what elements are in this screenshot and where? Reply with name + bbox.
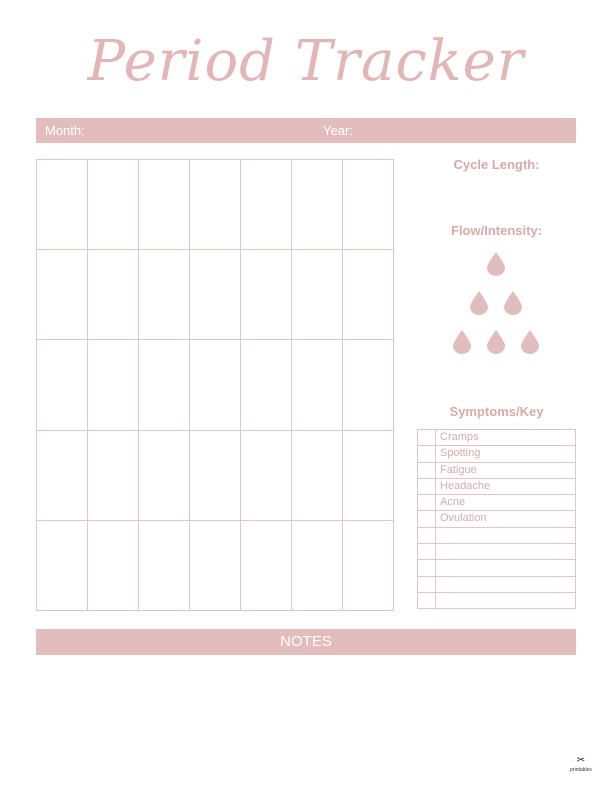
symptom-label (436, 577, 576, 593)
calendar-cell[interactable] (292, 340, 343, 430)
calendar-cell[interactable] (343, 250, 394, 340)
calendar-cell[interactable] (241, 431, 292, 521)
calendar-cell[interactable] (241, 250, 292, 340)
calendar-cell[interactable] (190, 521, 241, 611)
symptom-color-box[interactable] (418, 511, 436, 527)
symptom-row (418, 463, 576, 479)
brand-logo (566, 755, 596, 777)
symptom-color-box[interactable] (418, 495, 436, 511)
calendar-cell[interactable] (37, 340, 88, 430)
symptom-color-box[interactable] (418, 430, 436, 446)
droplet-icon (470, 291, 488, 315)
symptom-row (418, 511, 576, 527)
flow-intensity-label: Flow/Intensity: (451, 223, 542, 238)
symptom-row (418, 446, 576, 462)
symptom-row (418, 495, 576, 511)
symptom-row (418, 430, 576, 446)
calendar-cell[interactable] (292, 160, 343, 250)
symptom-label (436, 544, 576, 560)
symptom-color-box[interactable] (418, 560, 436, 576)
calendar-cell[interactable] (190, 160, 241, 250)
symptom-color-box[interactable] (418, 479, 436, 495)
calendar-cell[interactable] (139, 521, 190, 611)
calendar-cell[interactable] (292, 521, 343, 611)
calendar-cell[interactable] (343, 521, 394, 611)
calendar-cell[interactable] (37, 431, 88, 521)
page-title: Period Tracker (87, 29, 525, 94)
calendar-cell[interactable] (139, 250, 190, 340)
month-label: Month: (45, 123, 85, 138)
calendar-cell[interactable] (139, 160, 190, 250)
droplet-icon (453, 330, 471, 354)
symptom-color-box[interactable] (418, 528, 436, 544)
month-year-bar (36, 118, 576, 143)
symptom-label (436, 593, 576, 609)
calendar-cell[interactable] (292, 250, 343, 340)
droplet-icon (521, 330, 539, 354)
symptom-label (436, 560, 576, 576)
cycle-length-label: Cycle Length: (453, 157, 540, 172)
symptom-label: Fatigue (436, 463, 576, 479)
calendar-cell[interactable] (190, 340, 241, 430)
droplet-icon (487, 330, 505, 354)
symptom-row (418, 593, 576, 609)
calendar-cell[interactable] (37, 521, 88, 611)
notes-bar: NOTES (36, 629, 576, 655)
calendar-cell[interactable] (190, 250, 241, 340)
calendar-cell[interactable] (88, 340, 139, 430)
calendar-cell[interactable] (139, 340, 190, 430)
logo-icon: ✂ (576, 755, 586, 766)
calendar-cell[interactable] (241, 521, 292, 611)
symptom-color-box[interactable] (418, 463, 436, 479)
droplet-icon (487, 252, 505, 276)
symptom-row (418, 528, 576, 544)
symptom-row (418, 544, 576, 560)
year-label: Year: (323, 123, 353, 138)
symptom-color-box[interactable] (418, 544, 436, 560)
symptom-row (418, 577, 576, 593)
symptoms-key-table (417, 429, 576, 609)
calendar-cell[interactable] (241, 160, 292, 250)
calendar-cell[interactable] (139, 431, 190, 521)
calendar-cell[interactable] (241, 340, 292, 430)
symptom-label: Acne (436, 495, 576, 511)
calendar-cell[interactable] (343, 340, 394, 430)
droplet-icon (504, 291, 522, 315)
calendar-cell[interactable] (88, 521, 139, 611)
logo-text: printables (570, 767, 592, 773)
symptom-row (418, 560, 576, 576)
symptom-label (436, 528, 576, 544)
symptoms-key-label: Symptoms/Key (449, 404, 544, 419)
symptom-label: Headache (436, 479, 576, 495)
calendar-cell[interactable] (190, 431, 241, 521)
symptom-color-box[interactable] (418, 577, 436, 593)
calendar-cell[interactable] (88, 160, 139, 250)
symptom-color-box[interactable] (418, 446, 436, 462)
symptom-color-box[interactable] (418, 593, 436, 609)
symptom-label: Ovulation (436, 511, 576, 527)
calendar-cell[interactable] (37, 160, 88, 250)
calendar-cell[interactable] (292, 431, 343, 521)
calendar-cell[interactable] (343, 160, 394, 250)
calendar-cell[interactable] (37, 250, 88, 340)
calendar-cell[interactable] (88, 431, 139, 521)
calendar-cell[interactable] (88, 250, 139, 340)
calendar-cell[interactable] (343, 431, 394, 521)
calendar-grid (36, 159, 394, 611)
symptom-label: Spotting (436, 446, 576, 462)
symptom-row (418, 479, 576, 495)
symptom-label: Cramps (436, 430, 576, 446)
